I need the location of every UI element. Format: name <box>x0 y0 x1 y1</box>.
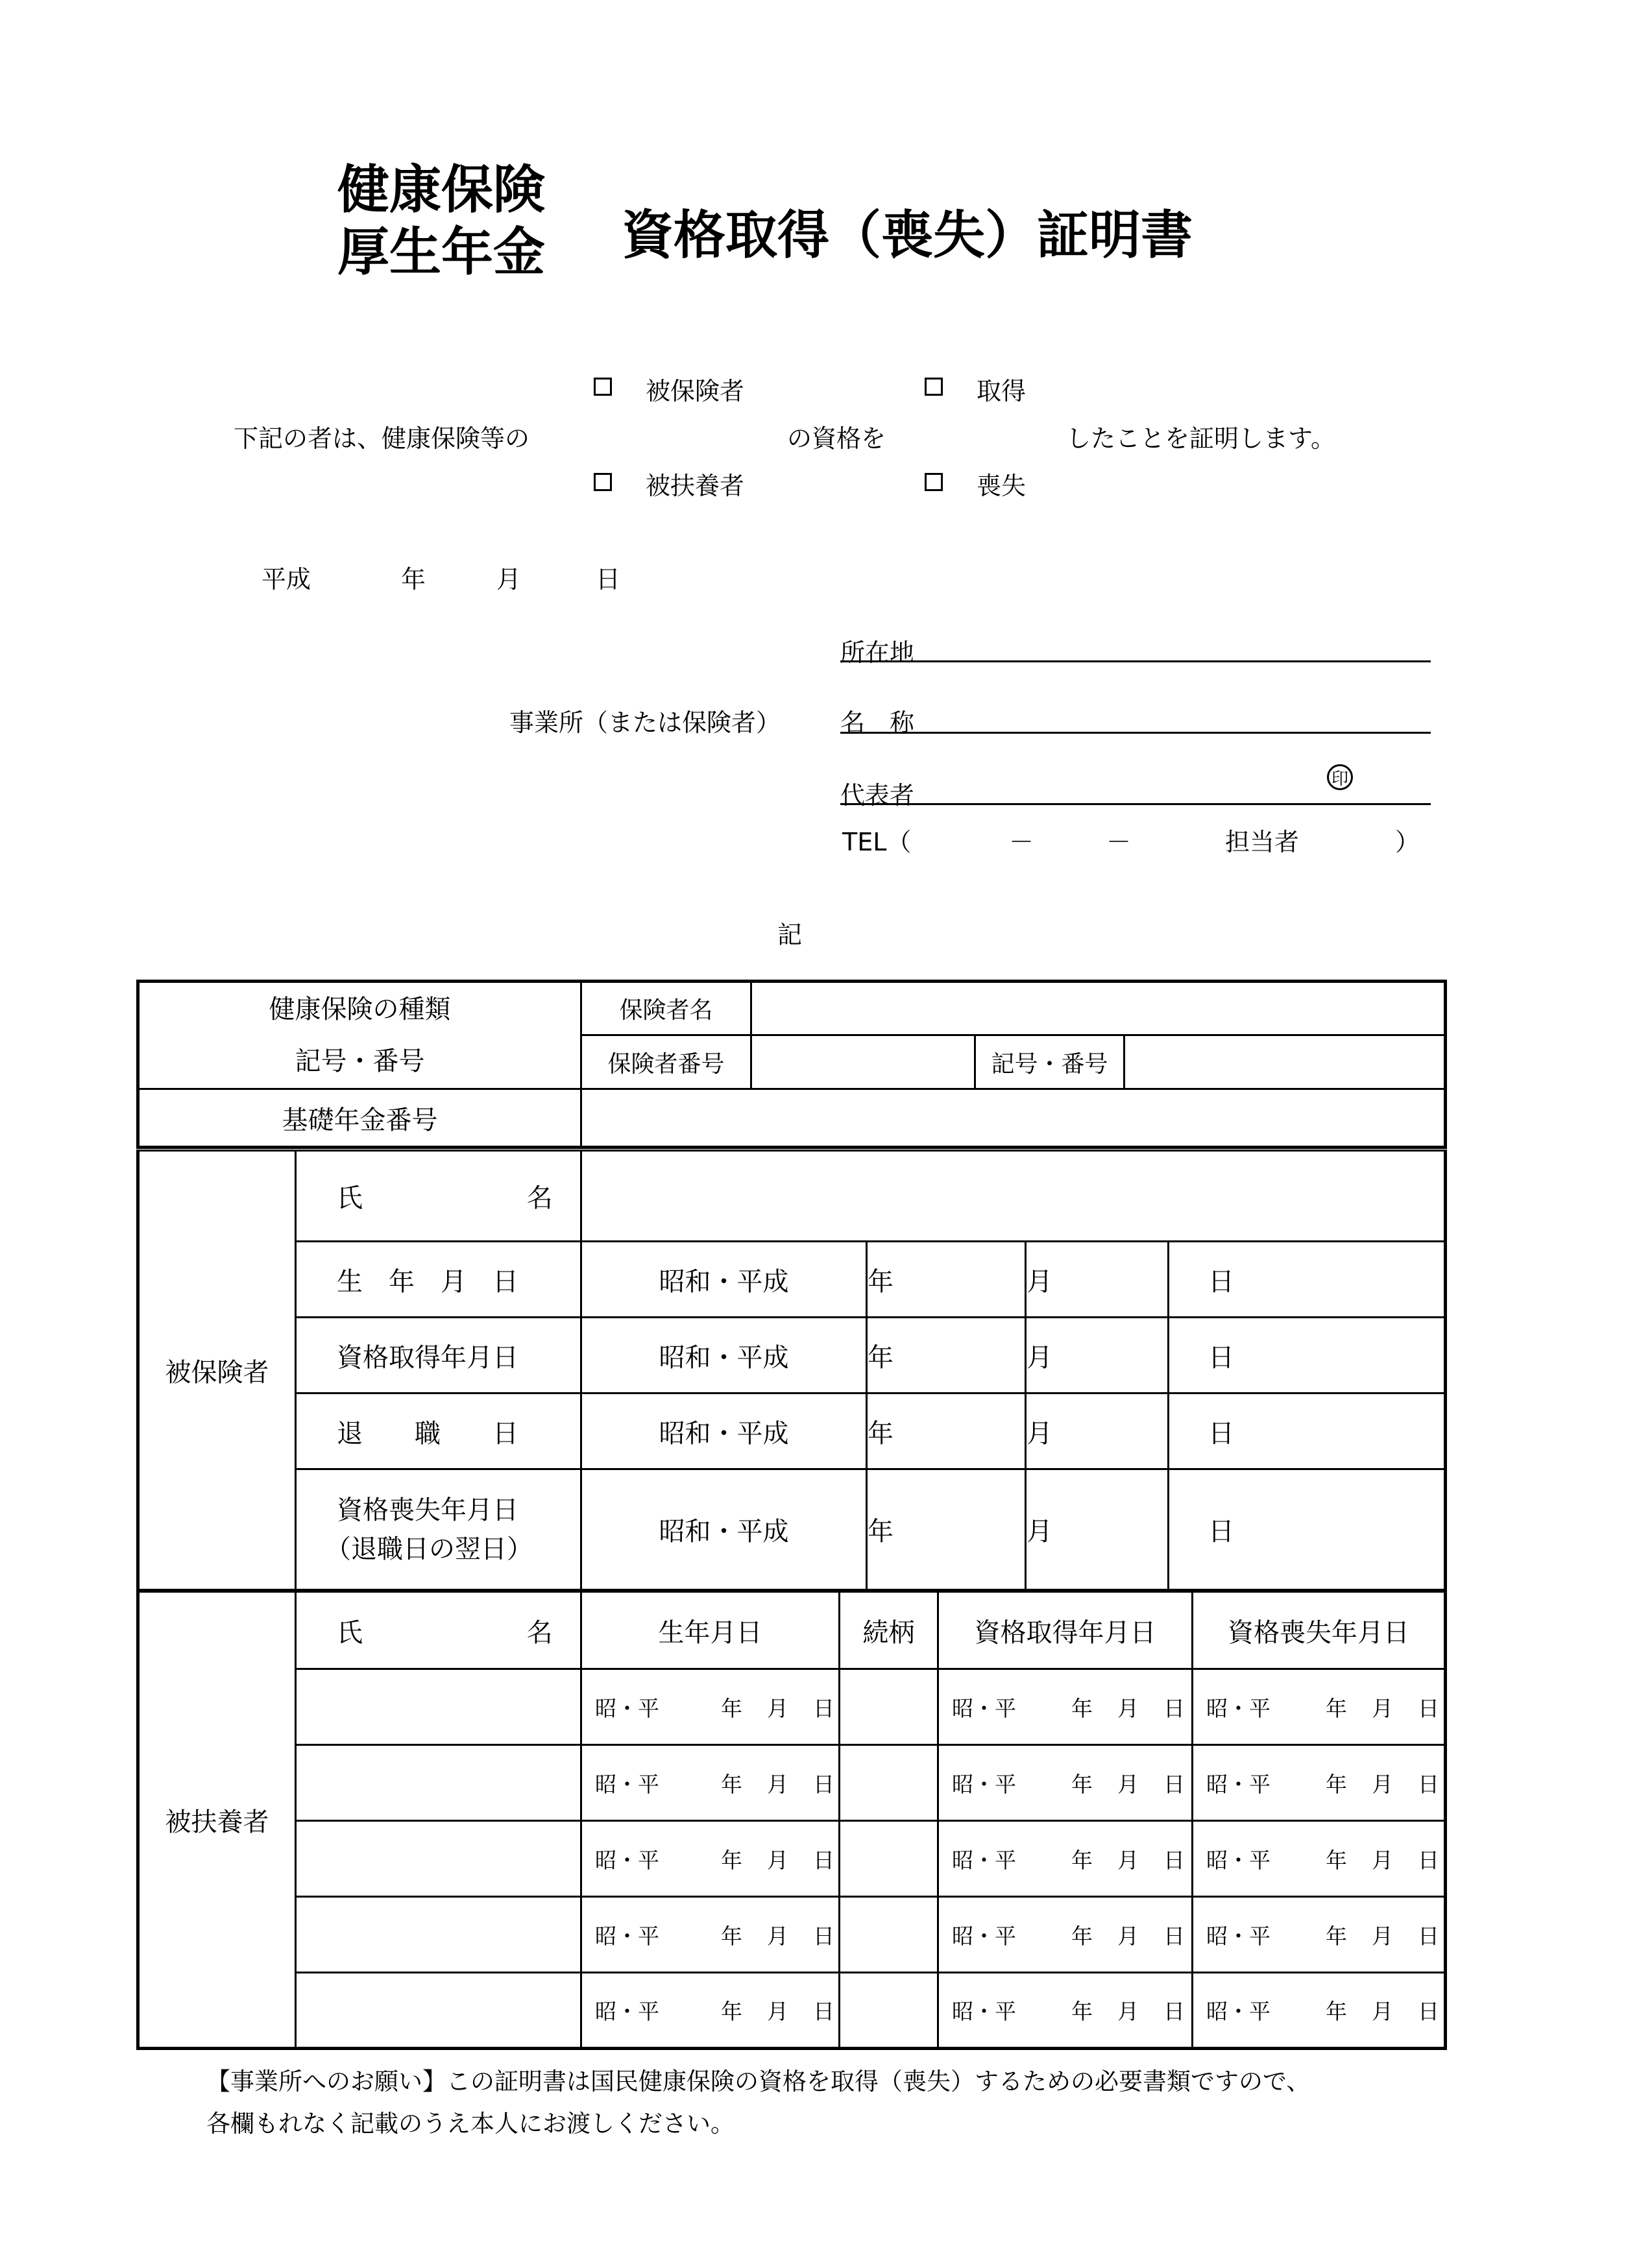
dep-birth-month: 月 <box>767 1999 788 2024</box>
dep-acq-year: 年 <box>1071 1999 1093 2024</box>
dependent-section-label: 被扶養者 <box>138 1591 296 2049</box>
dep-loss-year: 年 <box>1326 1771 1347 1797</box>
dep-acq-day: 日 <box>1163 1695 1185 1721</box>
dep-birth-month: 月 <box>767 1695 788 1721</box>
dep-birth-era: 昭・平 <box>595 1695 659 1721</box>
name-label-b: 名 <box>526 1183 553 1213</box>
acquisition-label: 資格取得年月日 <box>296 1318 581 1393</box>
retire-day: 日 <box>1169 1393 1446 1469</box>
dep-birth-day: 日 <box>813 1847 834 1873</box>
dep-loss-month: 月 <box>1372 1923 1393 1949</box>
dep-name-field[interactable] <box>296 1821 581 1897</box>
dep-col-birth: 生年月日 <box>581 1591 840 1669</box>
dep-acq-month: 月 <box>1117 1999 1139 2024</box>
dep-acq-era: 昭・平 <box>952 1847 1016 1873</box>
insurer-number-field[interactable] <box>751 1035 975 1089</box>
acq-day: 日 <box>1169 1318 1446 1393</box>
dep-relation-field[interactable] <box>840 1973 938 2049</box>
tel-dash-1: － <box>1009 828 1034 856</box>
dep-birth-year: 年 <box>721 1695 742 1721</box>
dep-birth-year: 年 <box>721 1999 742 2024</box>
address-line[interactable] <box>840 660 1431 662</box>
address-label: 所在地 <box>840 638 915 667</box>
loss-label-note: （退職日の翌日） <box>325 1534 533 1564</box>
dep-loss-month: 月 <box>1372 1999 1393 2024</box>
dep-loss-year: 年 <box>1326 1923 1347 1949</box>
insurer-number-label: 保険者番号 <box>581 1035 751 1089</box>
dep-name-field[interactable] <box>296 1745 581 1821</box>
dep-birth-era: 昭・平 <box>595 1923 659 1949</box>
loss-month: 月 <box>1026 1469 1169 1591</box>
dep-acq-year: 年 <box>1071 1923 1093 1949</box>
dep-relation-field[interactable] <box>840 1745 938 1821</box>
option-dependent-label: 被扶養者 <box>646 472 745 500</box>
insurer-name-field[interactable] <box>751 982 1446 1035</box>
acq-year: 年 <box>867 1318 1026 1393</box>
representative-line[interactable] <box>840 803 1431 805</box>
insurance-label-pension: 厚生年金 <box>337 222 545 282</box>
dep-loss-era: 昭・平 <box>1206 1847 1270 1873</box>
birth-era: 昭和・平成 <box>581 1242 867 1318</box>
dep-acq-month: 月 <box>1117 1695 1139 1721</box>
date-month: 月 <box>496 565 522 594</box>
dep-acq-day: 日 <box>1163 1771 1185 1797</box>
dep-acq-era: 昭・平 <box>952 1999 1016 2024</box>
dep-col-loss: 資格喪失年月日 <box>1193 1591 1446 1669</box>
employer-label: 事業所（または保険者） <box>509 708 781 737</box>
dep-relation-field[interactable] <box>840 1897 938 1973</box>
dep-col-relation: 続柄 <box>840 1591 938 1669</box>
page-title: 資格取得（喪失）証明書 <box>622 205 1193 265</box>
dependent-row <box>138 1745 1446 1821</box>
insured-section-label: 被保険者 <box>138 1151 296 1591</box>
dep-loss-day: 日 <box>1418 1999 1439 2024</box>
dep-loss-month: 月 <box>1372 1695 1393 1721</box>
tel-label: TEL（ <box>842 828 912 856</box>
dep-birth-month: 月 <box>767 1847 788 1873</box>
dep-loss-year: 年 <box>1326 1695 1347 1721</box>
dep-loss-era: 昭・平 <box>1206 1999 1270 2024</box>
tel-dash-2: － <box>1106 828 1132 856</box>
checkbox-acquire[interactable] <box>925 378 943 396</box>
dep-name-field[interactable] <box>296 1669 581 1745</box>
dep-loss-year: 年 <box>1326 1847 1347 1873</box>
dep-birth-day: 日 <box>813 1695 834 1721</box>
dep-name-field[interactable] <box>296 1897 581 1973</box>
dependent-row <box>138 1897 1446 1973</box>
insurer-name-label: 保険者名 <box>581 982 751 1035</box>
dep-loss-year: 年 <box>1326 1999 1347 2024</box>
name-line[interactable] <box>840 732 1431 734</box>
dep-birth-era: 昭・平 <box>595 1847 659 1873</box>
dep-acq-month: 月 <box>1117 1847 1139 1873</box>
checkbox-insured[interactable] <box>594 378 612 396</box>
dep-acq-month: 月 <box>1117 1923 1139 1949</box>
pension-number-label: 基礎年金番号 <box>138 1089 581 1148</box>
birth-day: 日 <box>1169 1242 1446 1318</box>
contact-label: 担当者 <box>1225 828 1300 856</box>
retire-month: 月 <box>1026 1393 1169 1469</box>
birth-label: 生 年 月 日 <box>296 1242 581 1318</box>
dep-birth-month: 月 <box>767 1771 788 1797</box>
dep-loss-era: 昭・平 <box>1206 1695 1270 1721</box>
insurance-symbol-number-label: 記号・番号 <box>295 1046 425 1076</box>
dep-acq-day: 日 <box>1163 1847 1185 1873</box>
dep-loss-month: 月 <box>1372 1847 1393 1873</box>
dep-loss-day: 日 <box>1418 1771 1439 1797</box>
dep-name-field[interactable] <box>296 1973 581 2049</box>
dependent-row <box>138 1821 1446 1897</box>
dep-acq-era: 昭・平 <box>952 1695 1016 1721</box>
birth-year: 年 <box>867 1242 1026 1318</box>
dependents-table <box>136 1589 1447 2050</box>
statement-prefix: 下記の者は、健康保険等の <box>234 424 530 453</box>
acq-month: 月 <box>1026 1318 1169 1393</box>
dep-birth-year: 年 <box>721 1771 742 1797</box>
dep-birth-era: 昭・平 <box>595 1999 659 2024</box>
symbol-number-label: 記号・番号 <box>975 1035 1124 1089</box>
birth-month: 月 <box>1026 1242 1169 1318</box>
dep-acq-day: 日 <box>1163 1999 1185 2024</box>
option-acquire-label: 取得 <box>977 377 1027 405</box>
retire-year: 年 <box>867 1393 1026 1469</box>
dep-name-label-a: 氏 <box>337 1617 363 1648</box>
dep-birth-day: 日 <box>813 1999 834 2024</box>
dep-acq-year: 年 <box>1071 1695 1093 1721</box>
dep-acq-era: 昭・平 <box>952 1771 1016 1797</box>
dep-birth-year: 年 <box>721 1923 742 1949</box>
seal-icon: 印 <box>1327 764 1353 790</box>
dependent-row <box>138 1669 1446 1745</box>
dep-birth-day: 日 <box>813 1771 834 1797</box>
date-day: 日 <box>596 565 621 594</box>
dep-birth-day: 日 <box>813 1923 834 1949</box>
insurance-label-health: 健康保険 <box>337 160 545 220</box>
symbol-number-field[interactable] <box>1124 1035 1446 1089</box>
loss-era: 昭和・平成 <box>581 1469 867 1591</box>
name-label: 名 称 <box>840 708 915 737</box>
dep-col-acquisition: 資格取得年月日 <box>938 1591 1193 1669</box>
tel-close-paren: ） <box>1395 828 1420 856</box>
dep-loss-day: 日 <box>1418 1695 1439 1721</box>
date-year: 年 <box>401 565 426 594</box>
insurance-type-label: 健康保険の種類 <box>269 995 451 1024</box>
option-insured-label: 被保険者 <box>646 377 745 405</box>
checkbox-dependent[interactable] <box>594 473 612 491</box>
checkbox-lose[interactable] <box>925 473 943 491</box>
pension-number-field[interactable] <box>581 1089 1446 1148</box>
name-label-a: 氏 <box>337 1183 363 1213</box>
dep-acq-year: 年 <box>1071 1847 1093 1873</box>
option-lose-label: 喪失 <box>977 472 1027 500</box>
retire-era: 昭和・平成 <box>581 1393 867 1469</box>
representative-label: 代表者 <box>840 781 915 810</box>
loss-day: 日 <box>1169 1469 1446 1591</box>
dep-birth-month: 月 <box>767 1923 788 1949</box>
statement-suffix: したことを証明します。 <box>1066 424 1335 453</box>
dep-acq-year: 年 <box>1071 1771 1093 1797</box>
footer-note-line1: 【事業所へのお願い】この証明書は国民健康保険の資格を取得（喪失）するための必要書類ですので、 <box>206 2068 1311 2095</box>
statement-middle: の資格を <box>787 424 886 453</box>
date-era: 平成 <box>261 565 311 594</box>
dep-loss-era: 昭・平 <box>1206 1923 1270 1949</box>
dep-loss-day: 日 <box>1418 1847 1439 1873</box>
insurance-info-table <box>136 980 1447 1149</box>
insured-table <box>136 1150 1447 1592</box>
dep-name-label-b: 名 <box>526 1617 553 1648</box>
dep-acq-era: 昭・平 <box>952 1923 1016 1949</box>
loss-year: 年 <box>867 1469 1026 1591</box>
dep-birth-era: 昭・平 <box>595 1771 659 1797</box>
footer-note-line2: 各欄もれなく記載のうえ本人にお渡しください。 <box>206 2110 735 2138</box>
dep-birth-year: 年 <box>721 1847 742 1873</box>
insured-name-field[interactable] <box>581 1151 1446 1242</box>
dep-loss-day: 日 <box>1418 1923 1439 1949</box>
dep-relation-field[interactable] <box>840 1821 938 1897</box>
acq-era: 昭和・平成 <box>581 1318 867 1393</box>
ki-mark: 記 <box>777 921 803 949</box>
dep-acq-day: 日 <box>1163 1923 1185 1949</box>
dep-acq-month: 月 <box>1117 1771 1139 1797</box>
dependent-row <box>138 1973 1446 2049</box>
retirement-label: 退 職 日 <box>296 1393 581 1469</box>
loss-label: 資格喪失年月日 <box>337 1495 518 1525</box>
dep-loss-era: 昭・平 <box>1206 1771 1270 1797</box>
dep-relation-field[interactable] <box>840 1669 938 1745</box>
dep-loss-month: 月 <box>1372 1771 1393 1797</box>
